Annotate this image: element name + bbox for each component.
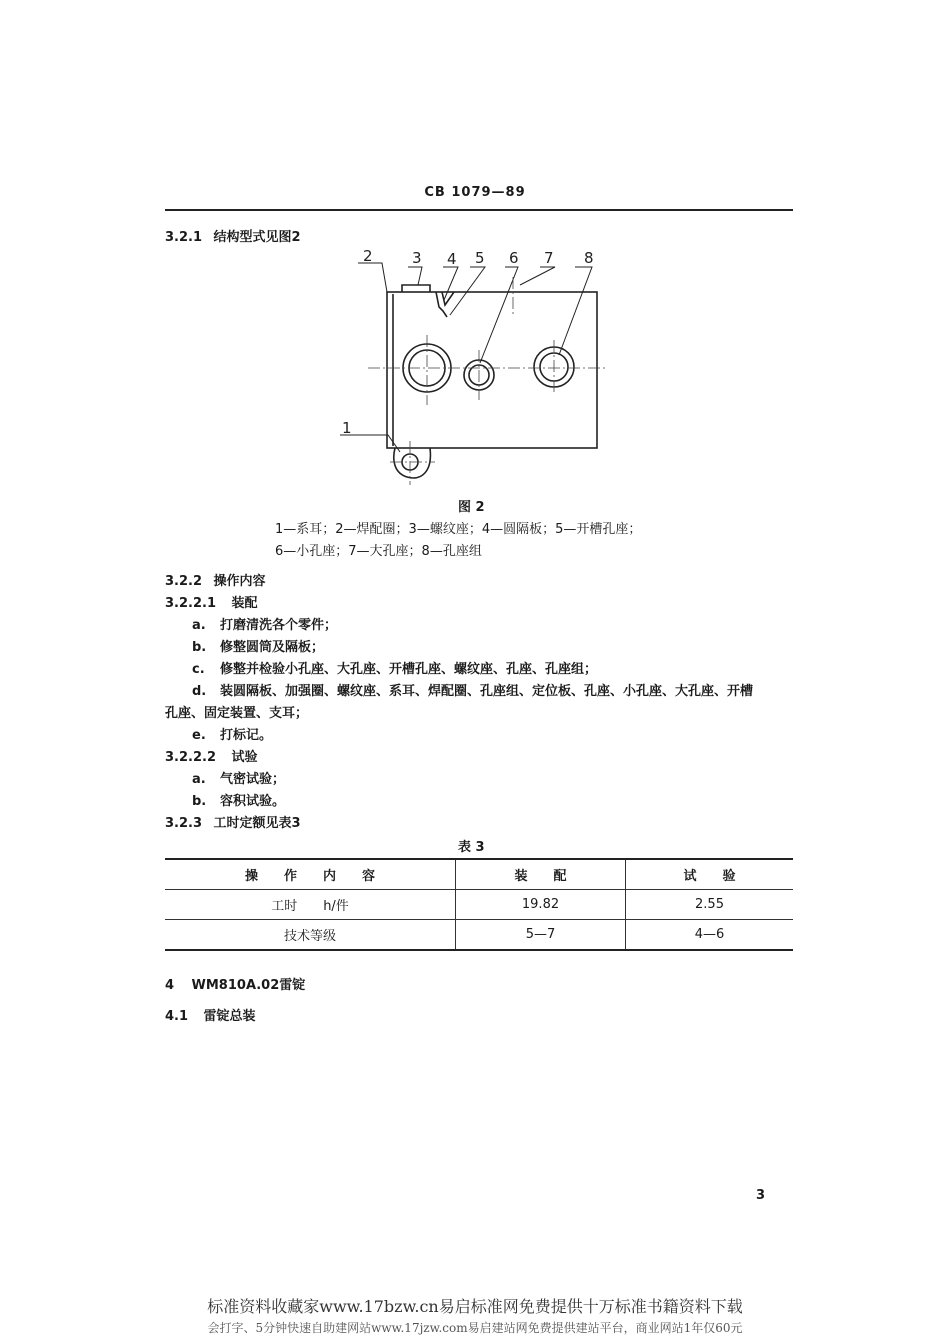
list-item: d. 装圆隔板、加强圈、螺纹座、系耳、焊配圈、孔座组、定位板、孔座、小孔座、大孔座、开槽 [192,684,754,699]
body-outline [387,292,597,448]
table-cell: 19.82 [456,890,626,920]
section-3-2-2-1-heading [165,592,258,611]
figure-2-drawing [330,245,640,495]
header-rule [165,209,793,211]
list-item: e. 打标记。 [192,728,273,743]
section-4-1-heading [165,1005,256,1024]
section-title: 工时定额见表3 [213,816,301,831]
section-4-heading [165,974,305,993]
list-item: a. 气密试验； [192,772,286,787]
table-header-cell: 装 配 [456,859,626,890]
section-title: WM810A.02雷锭 [191,978,306,993]
section-number: 3.2.2 [165,574,203,589]
list-item: b. 容积试验。 [192,794,286,809]
document-header-code: CB 1079—89 [424,185,526,200]
list-item: b. 修整圆筒及隔板； [192,640,325,655]
table-cell: 工时 h/件 [165,890,456,920]
section-3-2-2-2-heading [165,746,258,765]
figure-label-3: 3 [412,249,422,267]
list-item: c. 修整并检验小孔座、大孔座、开槽孔座、螺纹座、孔座、孔座组； [192,662,598,677]
section-number: 3.2.2.2 [165,750,216,765]
list-item-continuation: 孔座、固定装置、支耳； [165,706,309,721]
table-3-caption: 表 3 [458,840,485,855]
section-3-2-3-heading [165,812,301,831]
figure-label-5: 5 [475,249,485,267]
section-number: 4 [165,978,175,993]
figure-label-6: 6 [509,249,519,267]
figure-label-4: 4 [447,250,457,268]
table-cell: 5—7 [456,920,626,951]
section-number: 3.2.1 [165,230,203,245]
figure-label-7: 7 [544,249,554,267]
section-title: 雷锭总装 [203,1009,256,1024]
section-3-2-2-heading [165,570,266,589]
section-number: 4.1 [165,1009,189,1024]
footer-line-1: 标准资料收藏家www.17bzw.cn易启标准网免费提供十万标准书籍资料下载 [207,1297,743,1316]
table-cell: 2.55 [626,890,794,920]
table-header-cell: 操 作 内 容 [165,859,456,890]
section-number: 3.2.3 [165,816,203,831]
table-cell: 技术等级 [283,929,336,944]
table-header-cell: 试 验 [626,859,794,890]
section-title: 结构型式见图2 [213,230,301,245]
section-title: 操作内容 [213,574,266,589]
figure-legend-line-1: 1—系耳；2—焊配圈；3—螺纹座；4—圆隔板；5—开槽孔座； [275,522,642,537]
table-row [165,920,793,951]
section-title: 试验 [231,750,258,765]
section-title: 装配 [231,596,258,611]
section-number: 3.2.2.1 [165,596,216,611]
thread-seat [402,285,430,292]
figure-legend-line-2: 6—小孔座；7—大孔座；8—孔座组 [275,544,482,559]
page-number: 3 [756,1188,766,1203]
lug-outline [394,448,431,478]
table-cell: 4—6 [626,920,794,951]
section-3-2-1-heading [165,226,301,245]
table-3 [165,858,793,951]
figure-label-2: 2 [363,247,373,265]
list-item: a. 打磨清洗各个零件； [192,618,338,633]
footer-line-2: 会打字、5分钟快速自助建网站www.17jzw.com易启建站网免费提供建站平台，商业网站1年仅60元 [207,1321,743,1335]
figure-label-1: 1 [342,419,352,437]
table-header-row [165,859,793,890]
figure-caption: 图 2 [458,500,485,515]
figure-label-8: 8 [584,249,594,267]
table-row [165,890,793,920]
